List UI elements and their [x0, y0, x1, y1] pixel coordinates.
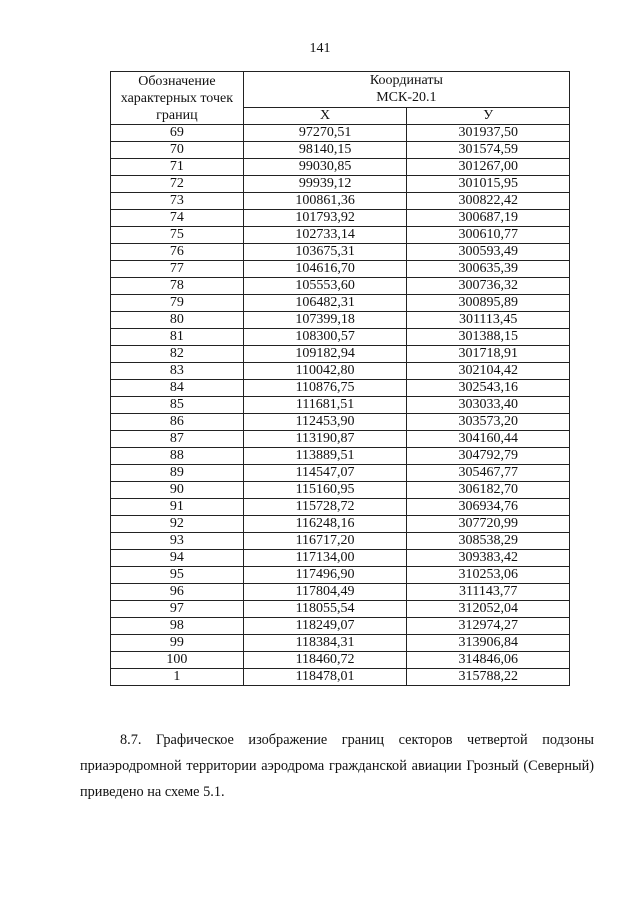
y-coordinate-cell: 301718,91	[407, 346, 570, 363]
y-coordinate-cell: 300687,19	[407, 210, 570, 227]
point-id-cell: 77	[111, 261, 244, 278]
header-point-label-line2: характерных точек	[120, 90, 233, 106]
y-coordinate-cell: 300895,89	[407, 295, 570, 312]
x-coordinate-cell: 118384,31	[243, 635, 407, 652]
table-row	[111, 465, 570, 482]
point-id-cell: 76	[111, 244, 244, 261]
y-coordinate-cell: 313906,84	[407, 635, 570, 652]
table-row	[111, 312, 570, 329]
point-id-cell: 86	[111, 414, 244, 431]
table-row	[111, 499, 570, 516]
x-coordinate-cell: 117804,49	[243, 584, 407, 601]
y-coordinate-cell: 312052,04	[407, 601, 570, 618]
point-id-cell: 97	[111, 601, 244, 618]
point-id-cell: 80	[111, 312, 244, 329]
table-row	[111, 618, 570, 635]
table-row	[111, 227, 570, 244]
y-coordinate-cell: 303033,40	[407, 397, 570, 414]
table-row	[111, 516, 570, 533]
point-id-cell: 99	[111, 635, 244, 652]
y-coordinate-cell: 314846,06	[407, 652, 570, 669]
x-coordinate-cell: 112453,90	[243, 414, 407, 431]
point-id-cell: 94	[111, 550, 244, 567]
x-coordinate-cell: 100861,36	[243, 193, 407, 210]
y-coordinate-cell: 305467,77	[407, 465, 570, 482]
x-coordinate-cell: 106482,31	[243, 295, 407, 312]
y-coordinate-cell: 306182,70	[407, 482, 570, 499]
table-row	[111, 295, 570, 312]
x-coordinate-cell: 113889,51	[243, 448, 407, 465]
x-coordinate-cell: 111681,51	[243, 397, 407, 414]
x-coordinate-cell: 117496,90	[243, 567, 407, 584]
table-row	[111, 567, 570, 584]
y-coordinate-cell: 300822,42	[407, 193, 570, 210]
table-row	[111, 414, 570, 431]
point-id-cell: 91	[111, 499, 244, 516]
x-coordinate-cell: 118460,72	[243, 652, 407, 669]
point-id-cell: 70	[111, 142, 244, 159]
table-row	[111, 550, 570, 567]
header-point-label-line3: границ	[156, 107, 198, 123]
x-coordinate-cell: 99939,12	[243, 176, 407, 193]
point-id-cell: 87	[111, 431, 244, 448]
point-id-cell: 88	[111, 448, 244, 465]
table-row	[111, 380, 570, 397]
point-id-cell: 71	[111, 159, 244, 176]
point-id-cell: 74	[111, 210, 244, 227]
table-body	[111, 125, 570, 686]
paragraph-line-1: 8.7. Графическое изображение границ секторов четвертой подзоны	[120, 732, 594, 748]
y-coordinate-cell: 301574,59	[407, 142, 570, 159]
table-row	[111, 363, 570, 380]
point-id-cell: 82	[111, 346, 244, 363]
y-coordinate-cell: 301113,45	[407, 312, 570, 329]
x-coordinate-cell: 101793,92	[243, 210, 407, 227]
point-id-cell: 81	[111, 329, 244, 346]
y-coordinate-cell: 301015,95	[407, 176, 570, 193]
x-coordinate-cell: 103675,31	[243, 244, 407, 261]
x-coordinate-cell: 99030,85	[243, 159, 407, 176]
y-coordinate-cell: 312974,27	[407, 618, 570, 635]
x-coordinate-cell: 116248,16	[243, 516, 407, 533]
paragraph-line-3: приведено на схеме 5.1.	[80, 784, 225, 800]
y-coordinate-cell: 301937,50	[407, 125, 570, 142]
x-coordinate-cell: 102733,14	[243, 227, 407, 244]
x-coordinate-cell: 110876,75	[243, 380, 407, 397]
y-coordinate-cell: 307720,99	[407, 516, 570, 533]
table-row	[111, 584, 570, 601]
y-coordinate-cell: 304792,79	[407, 448, 570, 465]
y-coordinate-cell: 315788,22	[407, 669, 570, 686]
table-row	[111, 635, 570, 652]
x-coordinate-cell: 116717,20	[243, 533, 407, 550]
x-coordinate-cell: 118478,01	[243, 669, 407, 686]
paragraph-8-7	[80, 727, 594, 805]
point-id-cell: 75	[111, 227, 244, 244]
y-coordinate-cell: 304160,44	[407, 431, 570, 448]
y-coordinate-cell: 300635,39	[407, 261, 570, 278]
header-coordinate-system: МСК-20.1	[376, 90, 437, 106]
point-id-cell: 96	[111, 584, 244, 601]
header-coordinates	[243, 72, 569, 108]
table-row	[111, 125, 570, 142]
x-coordinate-cell: 115728,72	[243, 499, 407, 516]
table-row	[111, 142, 570, 159]
point-id-cell: 95	[111, 567, 244, 584]
x-coordinate-cell: 117134,00	[243, 550, 407, 567]
x-coordinate-cell: 114547,07	[243, 465, 407, 482]
x-coordinate-cell: 118249,07	[243, 618, 407, 635]
table-row	[111, 261, 570, 278]
table-row	[111, 431, 570, 448]
table-row	[111, 329, 570, 346]
point-id-cell: 100	[111, 652, 244, 669]
paragraph-line-2: приаэродромной территории аэродрома гражданской авиации Грозный (Северный)	[80, 758, 594, 774]
table-row	[111, 397, 570, 414]
table-row	[111, 210, 570, 227]
y-coordinate-cell: 300610,77	[407, 227, 570, 244]
point-id-cell: 85	[111, 397, 244, 414]
point-id-cell: 78	[111, 278, 244, 295]
table-row	[111, 176, 570, 193]
y-coordinate-cell: 300736,32	[407, 278, 570, 295]
y-coordinate-cell: 309383,42	[407, 550, 570, 567]
point-id-cell: 1	[111, 669, 244, 686]
table-row	[111, 159, 570, 176]
table-row	[111, 448, 570, 465]
coordinates-table	[110, 71, 570, 686]
x-coordinate-cell: 108300,57	[243, 329, 407, 346]
y-coordinate-cell: 302543,16	[407, 380, 570, 397]
x-coordinate-cell: 105553,60	[243, 278, 407, 295]
y-coordinate-cell: 311143,77	[407, 584, 570, 601]
point-id-cell: 73	[111, 193, 244, 210]
y-coordinate-cell: 306934,76	[407, 499, 570, 516]
table-row	[111, 278, 570, 295]
table-row	[111, 652, 570, 669]
point-id-cell: 72	[111, 176, 244, 193]
x-coordinate-cell: 104616,70	[243, 261, 407, 278]
x-coordinate-cell: 109182,94	[243, 346, 407, 363]
y-coordinate-cell: 301388,15	[407, 329, 570, 346]
point-id-cell: 84	[111, 380, 244, 397]
point-id-cell: 83	[111, 363, 244, 380]
y-coordinate-cell: 308538,29	[407, 533, 570, 550]
point-id-cell: 98	[111, 618, 244, 635]
x-coordinate-cell: 110042,80	[243, 363, 407, 380]
table-row	[111, 533, 570, 550]
x-coordinate-cell: 107399,18	[243, 312, 407, 329]
point-id-cell: 69	[111, 125, 244, 142]
page-number: 141	[309, 41, 331, 56]
x-coordinate-cell: 115160,95	[243, 482, 407, 499]
x-coordinate-cell: 98140,15	[243, 142, 407, 159]
point-id-cell: 79	[111, 295, 244, 312]
table-row	[111, 669, 570, 686]
y-coordinate-cell: 303573,20	[407, 414, 570, 431]
table-row	[111, 193, 570, 210]
point-id-cell: 92	[111, 516, 244, 533]
y-coordinate-cell: 302104,42	[407, 363, 570, 380]
header-coordinates-title: Координаты	[369, 73, 443, 89]
header-point-label	[111, 72, 244, 125]
header-x: X	[243, 107, 407, 124]
x-coordinate-cell: 97270,51	[243, 125, 407, 142]
x-coordinate-cell: 113190,87	[243, 431, 407, 448]
y-coordinate-cell: 310253,06	[407, 567, 570, 584]
table-row	[111, 601, 570, 618]
point-id-cell: 89	[111, 465, 244, 482]
point-id-cell: 90	[111, 482, 244, 499]
y-coordinate-cell: 301267,00	[407, 159, 570, 176]
x-coordinate-cell: 118055,54	[243, 601, 407, 618]
point-id-cell: 93	[111, 533, 244, 550]
y-coordinate-cell: 300593,49	[407, 244, 570, 261]
header-y: У	[407, 107, 570, 124]
table-row	[111, 482, 570, 499]
table-row	[111, 244, 570, 261]
header-point-label-line1: Обозначение	[138, 73, 216, 89]
table-row	[111, 346, 570, 363]
